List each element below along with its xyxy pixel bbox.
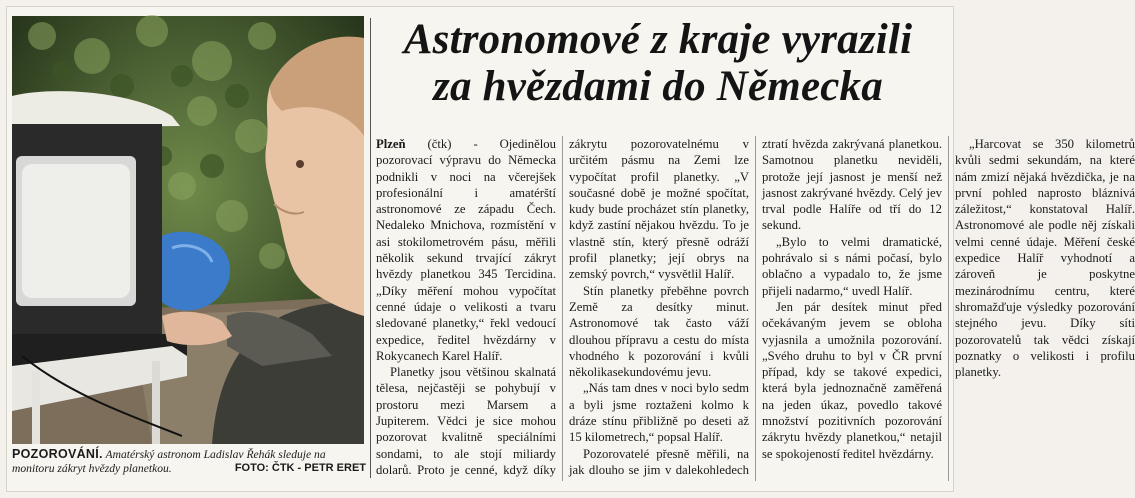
headline: [374, 16, 942, 110]
headline-line-2: za hvězdami do Německa: [433, 63, 883, 110]
photo-caption: [12, 447, 368, 476]
photo-illustration: [12, 16, 364, 444]
article-body: [376, 136, 1135, 481]
article-opening: (čtk) - Ojedinělou pozorovací výpravu do Německa podnikli v noci na včerejšek profesionální i amatérští astronomové ze západu Čech. Nedaleko Mnichova, rozmístění v asi stokilometrovém pásu, měřili několik sekund trvající zákryt hvězdy planetkou 345 Tercidina. „Díky měření mohou vypočítat cenné údaje o velikosti a tvaru sledované planetky,“ řekl vedoucí expedice, ředitel hvězdárny v Rokycanech Karel Halíř.: [376, 137, 556, 363]
caption-text: Amatérský astronom Ladislav Řehák sleduje na monitoru zákryt hvězdy planetkou.: [12, 448, 326, 475]
article-paragraph: „Bylo to velmi dramatické, pohrávalo si s námi počasí, bylo oblačno a vypadalo to, že jsme přijeli nadarmo,“ uvedl Halíř.: [762, 234, 942, 298]
article-paragraph: „Nás tam dnes v noci bylo sedm a byli jsme roztaženi kolmo k dráze stínu přibližně po deseti až 15 kilometrech,“ popsal Halíř.: [569, 381, 749, 445]
article-paragraph: Planetky jsou většinou skalnatá tělesa, nejčastěji se pohybují v prostoru mezi Marsem a Jupiterem. Vědci je sice mohou pozorovat kvalitně speciálními sondami, to ale stojí miliardy dolarů. Proto je cenné, když díky zákrytu pozorovatelnému v určitém pásmu na Zemi lze vypočítat profil planetky. „V současné době je možné spočítat, kudy bude procházet stín planetky, když zastíní nějakou hvězdu. To je vlastně stín, který přesně odráží profil planetky; její obrys na zemský povrch,“ vysvětlil Halíř.: [376, 137, 749, 477]
photo-credit: FOTO: ČTK - PETR ERET: [234, 462, 366, 474]
article-paragraph: „Harcovat se 350 kilometrů kvůli sedmi sekundám, na které nám zmizí nějaká hvězdička, je na první pohled naprosto bláznivá záležitost,“ konstatoval Halíř. Astronomové ale podle něj získali velmi cenné údaje. Měření české expedice Halíř vyhodnotí a zároveň je poskytne mezinárodnímu centru, které shromažďuje výsledky pozorování stejného jevu. Díky síti pozorovatelů tak vědci získají poznatky o velikosti i profilu planetky.: [955, 137, 1135, 380]
headline-line-1: Astronomové z kraje vyrazili: [403, 16, 913, 63]
article-photo: [12, 16, 364, 444]
dateline: Plzeň: [376, 137, 406, 151]
article-paragraph: Stín planetky přeběhne povrch Země za desítky minut. Astronomové tak často váží dlouhou přípravu a cestu do místa vhodného k pozorování i kvůli několikasekundovému jevu.: [569, 283, 749, 380]
caption-lead: POZOROVÁNÍ.: [12, 447, 103, 461]
column-divider: [370, 18, 371, 478]
article-paragraph: Pozorovatelé přesně měřili, na jak dlouho se jim v dalekohledech ztratí hvězda zakrývaná planetkou. Samotnou planetku neviděli, protože její jasnost je menší než jasnost zakrývané hvězdy. Celý jev trval podle Halíře od tří do 12 sekund.: [569, 137, 942, 477]
article-paragraph: Jen pár desítek minut před očekávaným jevem se obloha vyjasnila a umožnila pozorování. „Svého druhu to byl v ČR první případ, kdy se takové expedici, která byla jednoznačně zaměřená na jeden úkaz, povedlo takové množství pozitivních pozorování zákrytu hvězdy planetkou,“ netajil se spokojeností ředitel hvězdárny.: [762, 299, 942, 461]
article-paragraph: [376, 136, 556, 364]
